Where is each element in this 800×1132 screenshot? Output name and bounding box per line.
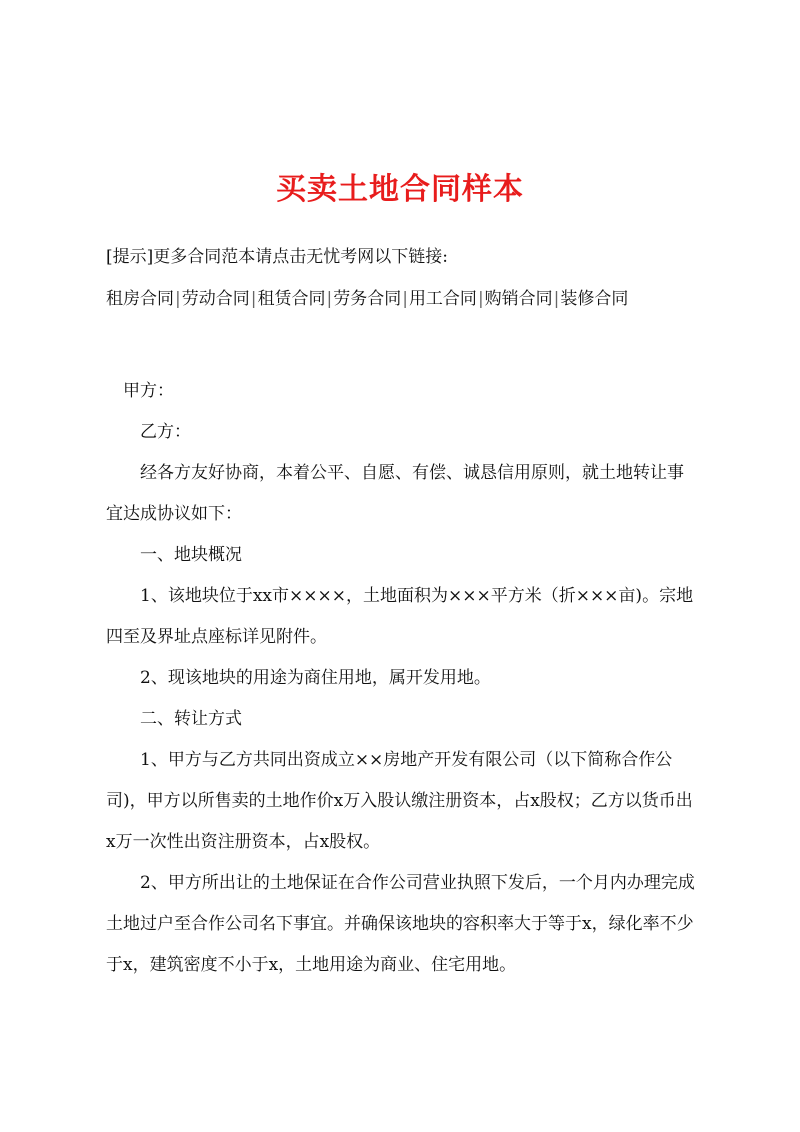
clause-paragraph: 2、现该地块的用途为商住用地，属开发用地。 (140, 668, 491, 688)
link-renovation-contract[interactable]: 装修合同 (560, 289, 629, 309)
party-b-line: 乙方： (140, 422, 191, 442)
section-heading: 二、转让方式 (140, 709, 242, 729)
link-labor-contract[interactable]: 劳动合同 (181, 289, 250, 309)
link-lease-contract[interactable]: 租赁合同 (257, 289, 326, 309)
party-a-line: 甲方： (123, 381, 174, 401)
document-title: 买卖土地合同样本 (276, 172, 524, 207)
link-separator: | (250, 289, 257, 309)
link-employment-contract[interactable]: 用工合同 (408, 289, 477, 309)
preamble-paragraph: 经各方友好协商，本着公平、自愿、有偿、诚恳信用原则，就土地转让事宜达成协议如下： (106, 463, 684, 524)
link-rent-contract[interactable]: 租房合同 (106, 289, 174, 309)
link-separator: | (402, 289, 408, 309)
contract-body (106, 371, 696, 986)
section-heading: 一、地块概况 (140, 545, 242, 565)
link-separator: | (553, 289, 560, 309)
clause-paragraph: 1、甲方与乙方共同出资成立××房地产开发有限公司（以下简称合作公司)，甲方以所售卖的土地作价x万入股认缴注册资本，占x股权；乙方以货币出x万一次性出资注册资本，占x股权。 (106, 750, 693, 852)
tip-line: [提示]更多合同范本请点击无忧考网以下链接: (106, 247, 448, 267)
link-purchase-contract[interactable]: 购销合同 (484, 289, 553, 309)
link-separator: | (326, 289, 333, 309)
link-service-contract[interactable]: 劳务合同 (333, 289, 402, 309)
link-separator: | (477, 289, 484, 309)
link-separator: | (175, 289, 181, 309)
clause-paragraph: 2、甲方所出让的土地保证在合作公司营业执照下发后，一个月内办理完成土地过户至合作公司名下事宜。并确保该地块的容积率大于等于x，绿化率不少于x，建筑密度不小于x，土地用途为商业、住宅用地。 (106, 873, 695, 975)
contract-links (106, 287, 628, 311)
clause-paragraph: 1、该地块位于xx市××××，土地面积为×××平方米（折×××亩)。宗地四至及界址点座标详见附件。 (106, 586, 694, 647)
